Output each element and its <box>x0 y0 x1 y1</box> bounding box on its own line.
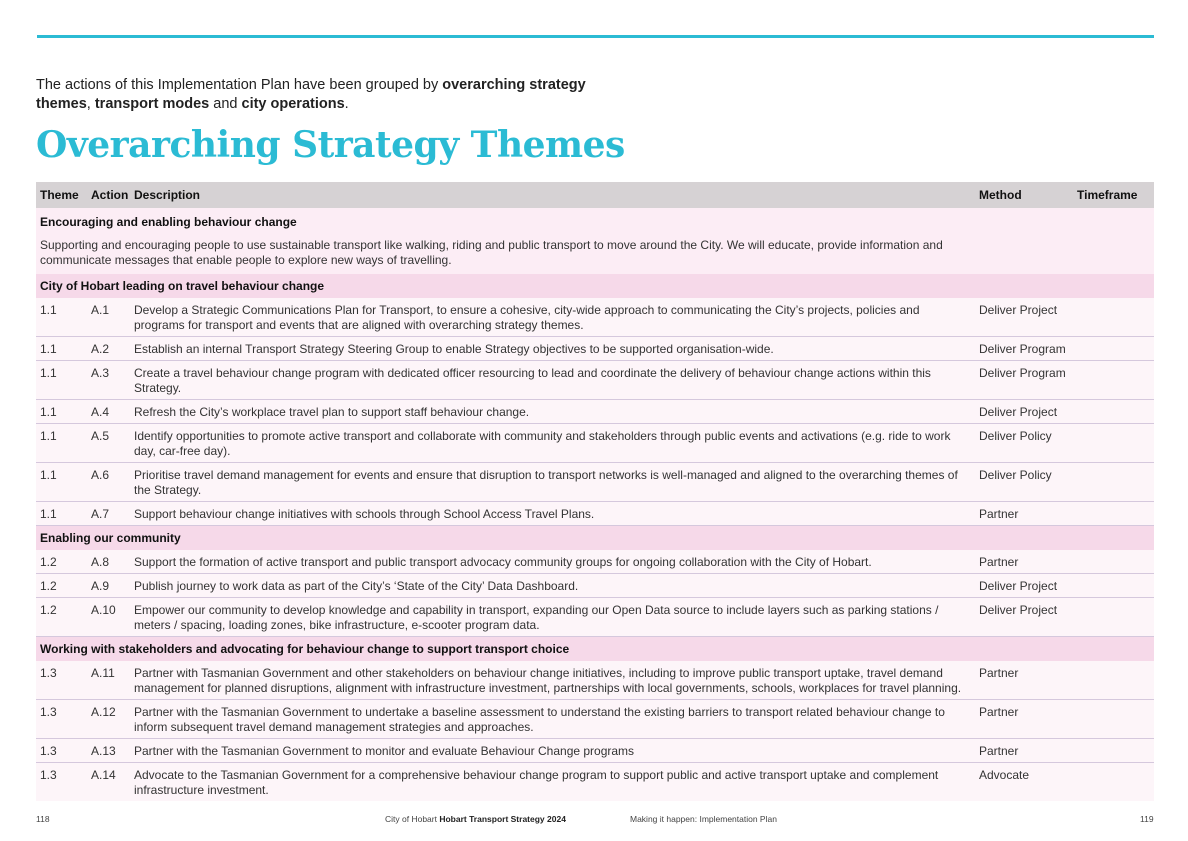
cell-timeframe <box>1073 298 1154 337</box>
cell-timeframe <box>1073 700 1154 739</box>
cell-theme: 1.1 <box>36 463 87 502</box>
cell-action: A.11 <box>87 661 130 700</box>
cell-theme: 1.3 <box>36 763 87 802</box>
header-timeframe: Timeframe <box>1073 182 1154 208</box>
table-row <box>36 463 1154 502</box>
cell-description: Establish an internal Transport Strategy Steering Group to enable Strategy objectives to be supported organisation-wide. <box>130 337 975 361</box>
cell-description: Identify opportunities to promote active transport and collaborate with community and stakeholders through public events and activations (e.g. ride to work day, car-free day). <box>130 424 975 463</box>
cell-method: Partner <box>975 502 1073 526</box>
cell-action: A.7 <box>87 502 130 526</box>
cell-method: Deliver Project <box>975 598 1073 637</box>
cell-method: Deliver Policy <box>975 424 1073 463</box>
cell-action: A.8 <box>87 550 130 574</box>
footer-org: City of Hobart <box>385 814 440 824</box>
header-method: Method <box>975 182 1073 208</box>
cell-method: Deliver Project <box>975 574 1073 598</box>
cell-theme: 1.1 <box>36 298 87 337</box>
section-title: Enabling our community <box>36 526 1154 551</box>
cell-theme: 1.2 <box>36 574 87 598</box>
cell-method: Advocate <box>975 763 1073 802</box>
intro-part: and <box>209 96 242 112</box>
footer-doc-title: Hobart Transport Strategy 2024 <box>439 814 566 824</box>
cell-description: Create a travel behaviour change program with dedicated officer resourcing to lead and coordinate the delivery of behaviour change actions within this Strategy. <box>130 361 975 400</box>
intro-part: The actions of this Implementation Plan have been grouped by <box>36 77 443 93</box>
cell-timeframe <box>1073 661 1154 700</box>
table-row <box>36 661 1154 700</box>
theme-description-text: Supporting and encouraging people to use sustainable transport like walking, riding and public transport to move around the City. We will educate, provide information and communicate messages that enable people to explore new ways of travelling. <box>40 238 943 267</box>
table-row <box>36 574 1154 598</box>
section-title: Working with stakeholders and advocating for behaviour change to support transport choice <box>36 637 1154 662</box>
section-header-row <box>36 526 1154 551</box>
cell-method: Deliver Project <box>975 400 1073 424</box>
cell-action: A.2 <box>87 337 130 361</box>
table-row <box>36 763 1154 802</box>
intro-bold: overarching strategy themes <box>36 77 586 112</box>
cell-description: Partner with Tasmanian Government and other stakeholders on behaviour change initiatives, including to improve public transport uptake, travel demand management for planned disruptions, alignment with infrastructure investment, partnerships with local governments, schools, workplaces for travel planning. <box>130 661 975 700</box>
cell-theme: 1.1 <box>36 424 87 463</box>
cell-theme: 1.1 <box>36 361 87 400</box>
cell-description: Prioritise travel demand management for events and ensure that disruption to transport networks is well-managed and aligned to the overarching themes of the Strategy. <box>130 463 975 502</box>
cell-timeframe <box>1073 337 1154 361</box>
cell-timeframe <box>1073 400 1154 424</box>
cell-action: A.10 <box>87 598 130 637</box>
section-header-row <box>36 637 1154 662</box>
cell-method: Deliver Program <box>975 361 1073 400</box>
table-row <box>36 739 1154 763</box>
intro-part: , <box>86 96 95 112</box>
section-title: City of Hobart leading on travel behaviour change <box>36 274 1154 298</box>
cell-theme: 1.2 <box>36 598 87 637</box>
page-title: Overarching Strategy Themes <box>36 124 625 166</box>
intro-bold: transport modes <box>94 96 210 112</box>
table-row <box>36 700 1154 739</box>
table-row <box>36 298 1154 337</box>
section-header-row <box>36 274 1154 298</box>
header-description: Description <box>130 182 975 208</box>
cell-description: Publish journey to work data as part of the City’s ‘State of the City’ Data Dashboard. <box>130 574 975 598</box>
cell-timeframe <box>1073 502 1154 526</box>
cell-theme: 1.3 <box>36 661 87 700</box>
theme-title-row <box>36 208 1154 234</box>
cell-action: A.14 <box>87 763 130 802</box>
intro-bold: city operations <box>241 96 345 112</box>
cell-method: Partner <box>975 700 1073 739</box>
theme-description-row <box>36 234 1154 274</box>
table-header-row <box>36 182 1154 208</box>
cell-action: A.1 <box>87 298 130 337</box>
theme-description <box>36 234 1154 274</box>
cell-description: Partner with the Tasmanian Government to monitor and evaluate Behaviour Change programs <box>130 739 975 763</box>
footer-section-title: Making it happen: Implementation Plan <box>630 814 777 824</box>
cell-timeframe <box>1073 598 1154 637</box>
cell-action: A.3 <box>87 361 130 400</box>
cell-action: A.12 <box>87 700 130 739</box>
cell-description: Support behaviour change initiatives with schools through School Access Travel Plans. <box>130 502 975 526</box>
cell-method: Deliver Policy <box>975 463 1073 502</box>
cell-theme: 1.3 <box>36 700 87 739</box>
cell-timeframe <box>1073 574 1154 598</box>
table-row <box>36 337 1154 361</box>
cell-action: A.9 <box>87 574 130 598</box>
theme-title: Encouraging and enabling behaviour change <box>36 208 1154 234</box>
cell-theme: 1.1 <box>36 502 87 526</box>
cell-description: Partner with the Tasmanian Government to undertake a baseline assessment to understand the existing barriers to transport related behaviour change to inform subsequent travel demand management strategies and approaches. <box>130 700 975 739</box>
top-rule <box>37 35 1154 38</box>
table-body <box>36 208 1154 801</box>
intro-text <box>36 76 596 114</box>
table-row <box>36 361 1154 400</box>
cell-timeframe <box>1073 361 1154 400</box>
cell-timeframe <box>1073 763 1154 802</box>
implementation-table <box>36 182 1154 801</box>
cell-description: Empower our community to develop knowledge and capability in transport, expanding our Open Data source to include layers such as parking stations / meters / spacing, loading zones, bike infrastructure, e-scooter program data. <box>130 598 975 637</box>
cell-timeframe <box>1073 424 1154 463</box>
cell-action: A.5 <box>87 424 130 463</box>
table-row <box>36 502 1154 526</box>
cell-theme: 1.1 <box>36 400 87 424</box>
cell-timeframe <box>1073 463 1154 502</box>
cell-action: A.4 <box>87 400 130 424</box>
cell-description: Develop a Strategic Communications Plan for Transport, to ensure a cohesive, city-wide approach to communicating the City’s projects, policies and programs for transport and events that are aligned with overarching strategy themes. <box>130 298 975 337</box>
cell-method: Deliver Project <box>975 298 1073 337</box>
table-row <box>36 400 1154 424</box>
cell-theme: 1.1 <box>36 337 87 361</box>
cell-action: A.13 <box>87 739 130 763</box>
cell-method: Partner <box>975 739 1073 763</box>
cell-method: Deliver Program <box>975 337 1073 361</box>
cell-timeframe <box>1073 550 1154 574</box>
footer-document-title <box>385 814 566 824</box>
cell-action: A.6 <box>87 463 130 502</box>
cell-method: Partner <box>975 550 1073 574</box>
cell-description: Support the formation of active transport and public transport advocacy community groups for ongoing collaboration with the City of Hobart. <box>130 550 975 574</box>
header-action: Action <box>87 182 130 208</box>
cell-method: Partner <box>975 661 1073 700</box>
table-row <box>36 550 1154 574</box>
cell-theme: 1.3 <box>36 739 87 763</box>
table-row <box>36 424 1154 463</box>
intro-part: . <box>344 96 349 112</box>
header-theme: Theme <box>36 182 87 208</box>
cell-theme: 1.2 <box>36 550 87 574</box>
footer-right-page-number: 119 <box>1140 814 1154 824</box>
cell-timeframe <box>1073 739 1154 763</box>
cell-description: Refresh the City’s workplace travel plan to support staff behaviour change. <box>130 400 975 424</box>
table-row <box>36 598 1154 637</box>
footer-left-page-number: 118 <box>36 814 50 824</box>
cell-description: Advocate to the Tasmanian Government for a comprehensive behaviour change program to support public and active transport uptake and complement infrastructure investment. <box>130 763 975 802</box>
